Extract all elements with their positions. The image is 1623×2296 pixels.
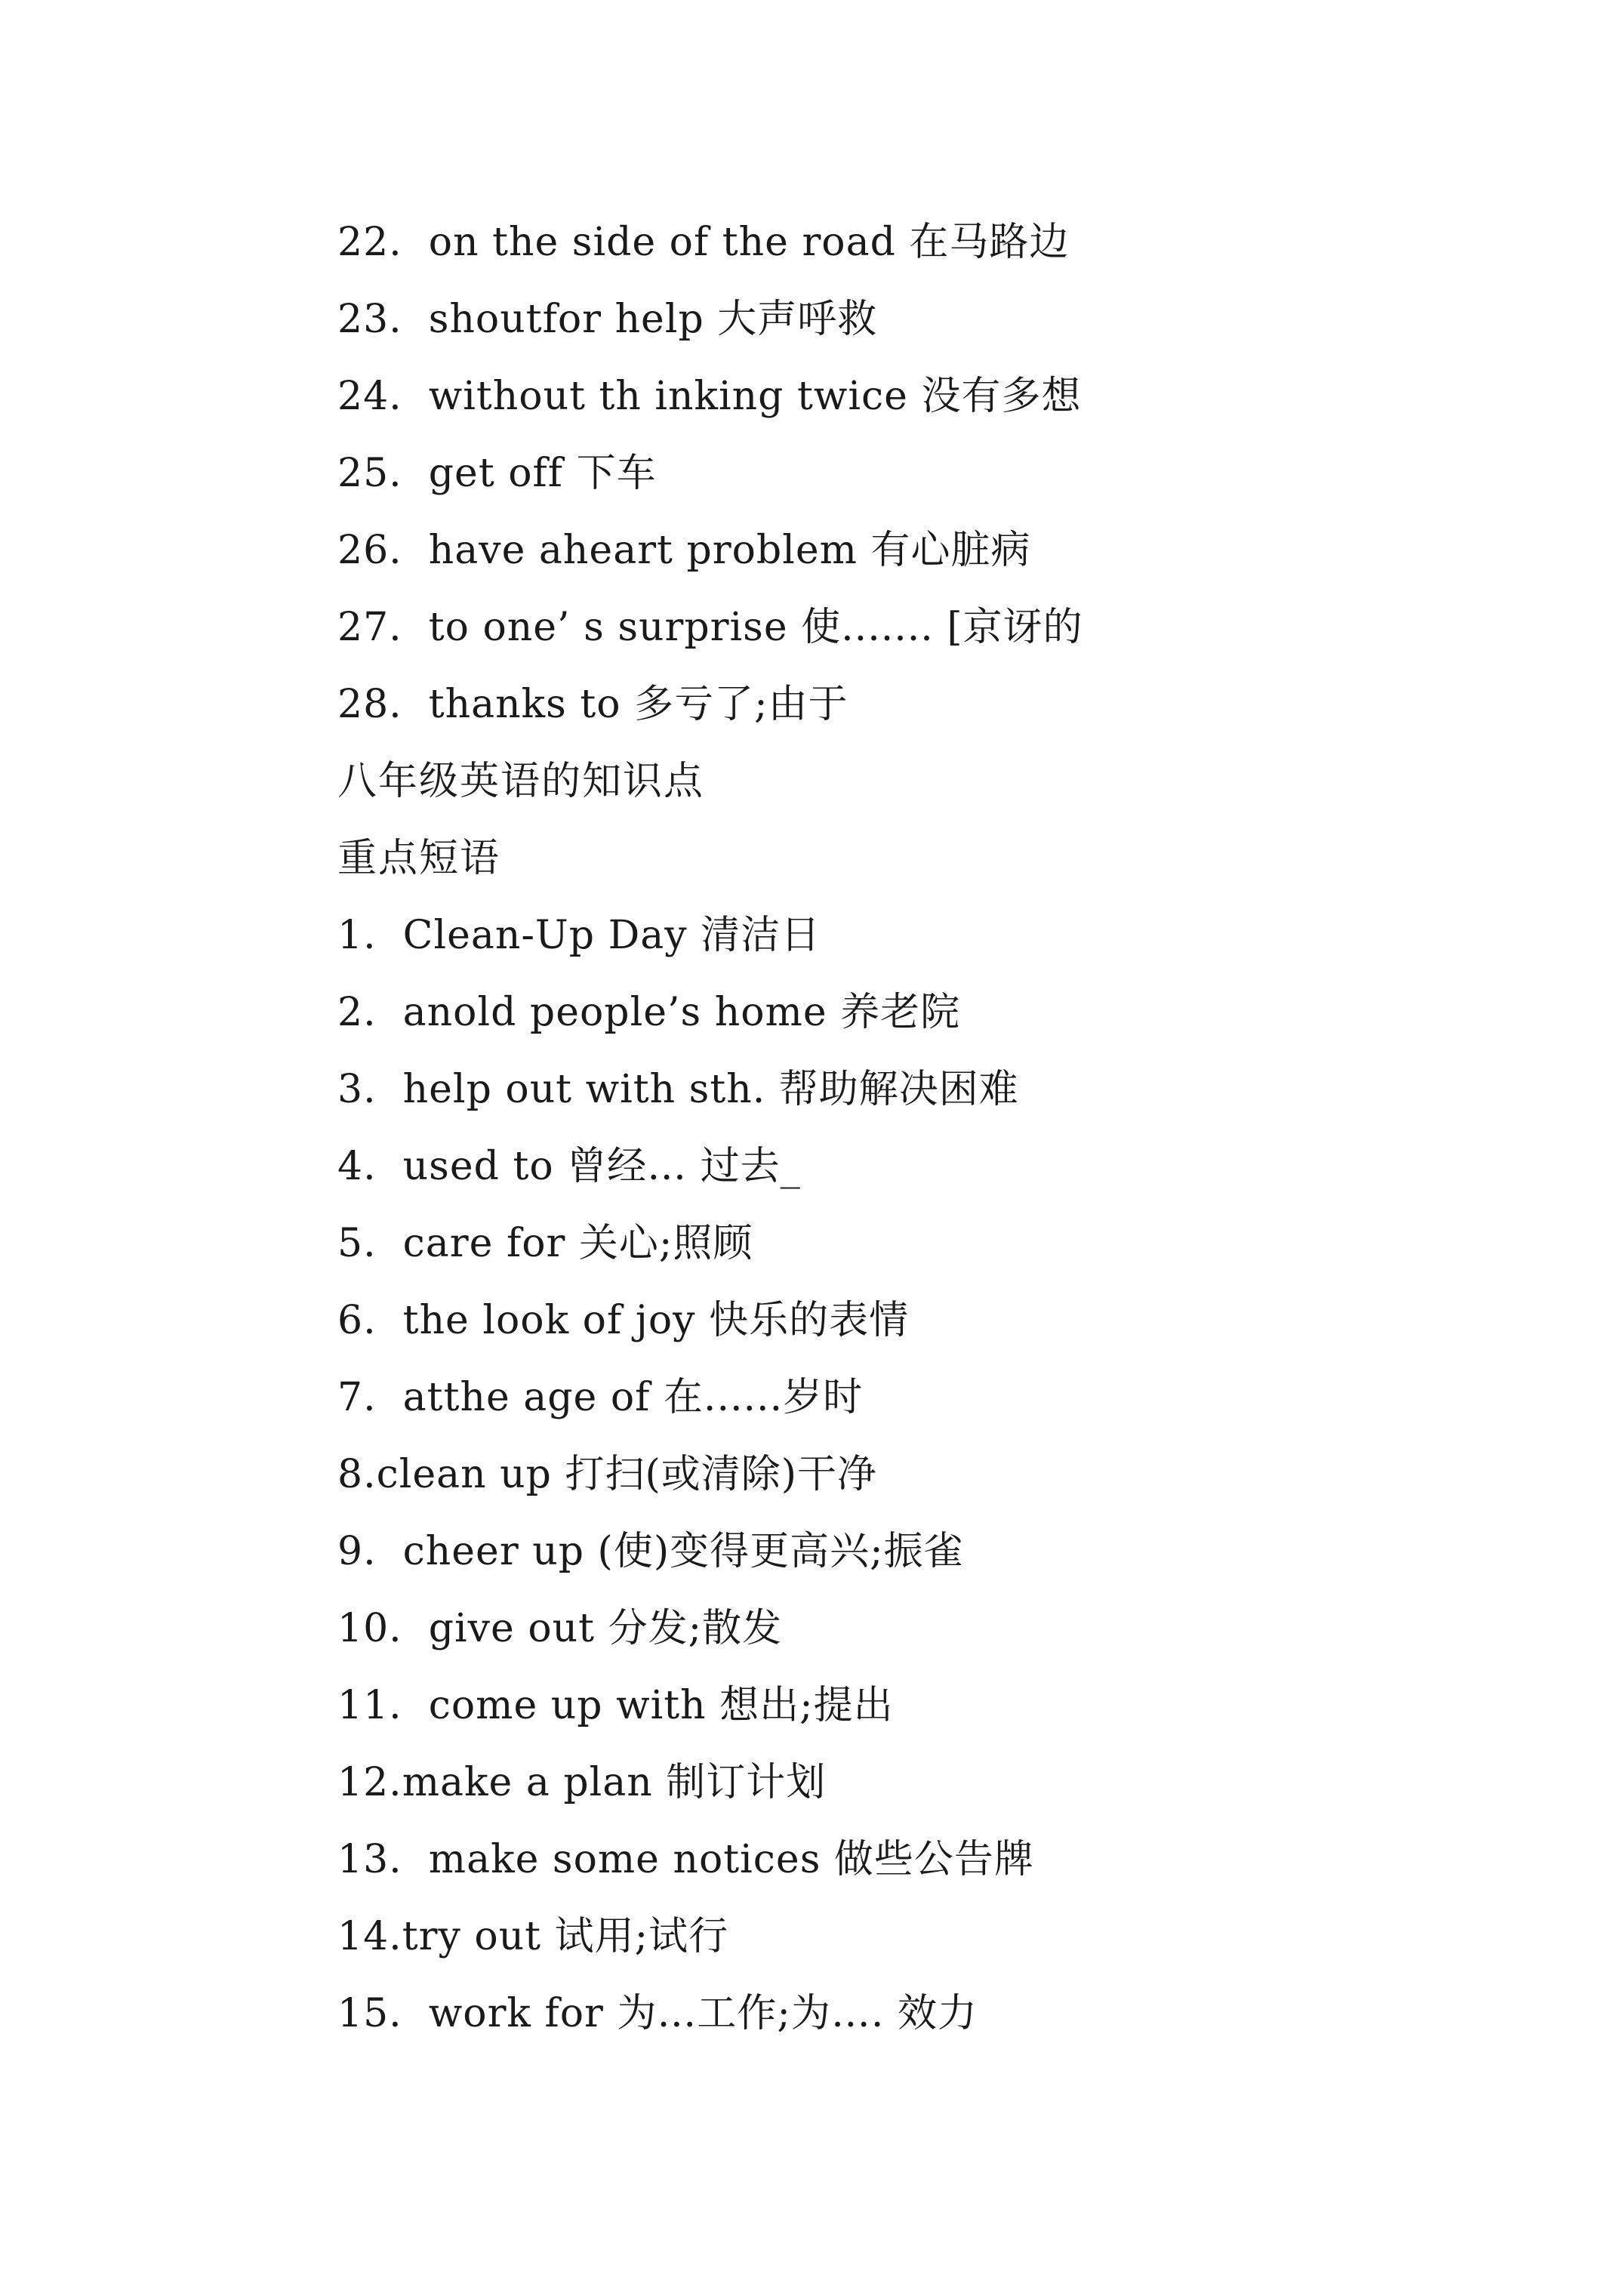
phrase-line-8: 8.clean up 打扫(或清除)干净 (337, 1452, 878, 1497)
phrase-line-9: 9. cheer up (使)变得更高兴;振雀 (337, 1529, 964, 1574)
phrase-line-6: 6. the look of joy 快乐的表情 (337, 1298, 910, 1343)
subsection-heading: 重点短语 (337, 836, 501, 881)
phrase-line-22: 22. on the side of the road 在马路边 (337, 220, 1070, 265)
phrase-line-1: 1. Clean-Up Day 清洁日 (337, 913, 821, 958)
phrase-line-11: 11. come up with 想出;提出 (337, 1683, 894, 1728)
phrase-line-26: 26. have aheart problem 有心脏病 (337, 528, 1031, 573)
phrase-list (337, 216, 1583, 2064)
phrase-line-25: 25. get off 下车 (337, 451, 657, 496)
phrase-line-28: 28. thanks to 多亏了;由于 (337, 682, 848, 727)
phrase-line-23: 23. shoutfor help 大声呼救 (337, 297, 878, 342)
phrase-line-15: 15. work for 为…工作;为…. 效力 (337, 1991, 978, 2036)
phrase-line-10: 10. give out 分发;散发 (337, 1606, 783, 1651)
phrase-line-7: 7. atthe age of 在......岁时 (337, 1375, 864, 1420)
phrase-line-24: 24. without th inking twice 没有多想 (337, 374, 1082, 419)
phrase-line-13: 13. make some notices 做些公告牌 (337, 1837, 1034, 1882)
phrase-line-14: 14.try out 试用;试行 (337, 1914, 729, 1959)
phrase-line-4: 4. used to 曾经… 过去_ (337, 1144, 801, 1189)
phrase-line-12: 12.make a plan 制订计划 (337, 1760, 827, 1805)
section-heading: 八年级英语的知识点 (337, 759, 705, 804)
phrase-line-2: 2. anold people’s home 养老院 (337, 990, 961, 1035)
phrase-line-3: 3. help out with sth. 帮助解决困难 (337, 1067, 1019, 1112)
phrase-line-27: 27. to one’ s surprise 使....... [京讶的 (337, 605, 1083, 650)
phrase-line-5: 5. care for 关心;照顾 (337, 1221, 753, 1266)
